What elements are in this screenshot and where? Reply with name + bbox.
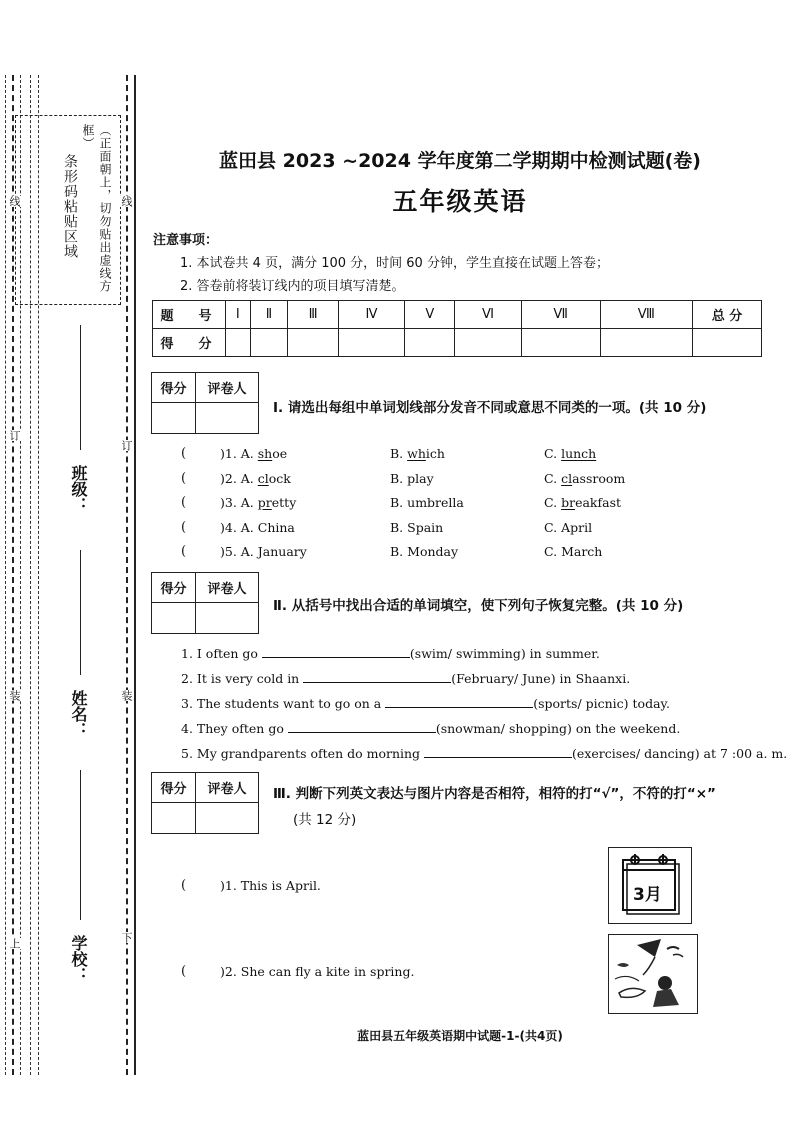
grader-score-label: 得分 (152, 373, 196, 403)
option-c (544, 446, 596, 461)
option-text: play (407, 470, 434, 486)
barcode-area (15, 115, 121, 305)
score-col: Ⅱ (250, 301, 288, 329)
option-text: C. (544, 470, 562, 486)
score-cell[interactable] (521, 329, 600, 357)
cut-mark: 下 (120, 932, 133, 943)
option-text: Spain (407, 519, 444, 535)
option-text: )1. A. (220, 446, 258, 461)
answer-paren[interactable]: ( (181, 495, 187, 510)
score-cell[interactable] (405, 329, 455, 357)
option-text: B. (390, 495, 408, 510)
option-text: B. (390, 519, 408, 535)
exam-title: 蓝田县 2023 ~2024 学年度第二学期期中检测试题(卷) (219, 150, 701, 172)
exam-subject: 五年级英语 (392, 187, 528, 216)
binding-line (12, 75, 14, 1075)
option-b (390, 520, 443, 535)
answer-paren[interactable]: ( (181, 446, 187, 461)
underlined-part: wh (407, 446, 426, 461)
score-cell[interactable] (455, 329, 521, 357)
grader-score-cell[interactable] (152, 403, 196, 433)
underlined-part: lunch (561, 446, 597, 461)
score-table (152, 300, 762, 357)
grader-score-label: 得分 (152, 573, 196, 603)
option-text: umbrella (407, 495, 464, 510)
answer-blank[interactable] (303, 670, 451, 683)
option-text: March (561, 544, 603, 559)
option-text: etty (271, 495, 297, 510)
option-text: )3. A. (220, 495, 258, 510)
score-col: Ⅲ (288, 301, 339, 329)
cut-mark: 订 (120, 440, 133, 451)
name-label: 姓名： (69, 690, 88, 738)
score-cell[interactable] (600, 329, 692, 357)
cut-mark: 订 (8, 430, 21, 441)
class-label: 班级： (69, 465, 88, 513)
option-c (544, 544, 602, 559)
option-text: C. (544, 495, 562, 510)
grader-score-cell[interactable] (152, 803, 196, 833)
s2-question: 1. I often go (swim/ swimming) in summer. (181, 646, 600, 661)
s2-question: 4. They often go (snowman/ shopping) on the weekend. (181, 721, 681, 736)
underlined-part: sh (257, 446, 273, 461)
barcode-title: 条形码粘贴区域 (62, 154, 78, 259)
option-text: C. (544, 519, 562, 535)
grader-reviewer-cell[interactable] (196, 603, 258, 633)
answer-paren[interactable]: ( (181, 470, 187, 486)
option-b (390, 495, 464, 510)
underlined-part: cl (257, 470, 269, 486)
option-text: )4. A. (220, 519, 258, 535)
school-fill-line[interactable] (80, 770, 81, 920)
score-cell[interactable] (693, 329, 762, 357)
score-table-header-row (153, 301, 762, 329)
page-footer: 蓝田县五年级英语期中试题-1-(共4页) (357, 1029, 563, 1043)
option-text: B. (390, 544, 408, 559)
grader-score-cell[interactable] (152, 603, 196, 633)
option-text: B. (390, 470, 408, 486)
binding-line (126, 75, 128, 1075)
answer-blank[interactable] (424, 745, 572, 758)
option-text: )5. A. (220, 544, 258, 559)
kite-picture (608, 934, 698, 1014)
s2-question: 3. The students want to go on a (sports/ picnic) today. (181, 696, 670, 711)
option-text: B. (390, 446, 408, 461)
grader-score-label: 得分 (152, 773, 196, 803)
underlined-part: br (561, 495, 576, 510)
option-b (390, 544, 458, 559)
score-col: Ⅰ (226, 301, 251, 329)
option-text: C. (544, 544, 562, 559)
option-a (220, 544, 307, 559)
binding-line (134, 75, 136, 1075)
section-3-points: (共 12 分) (293, 812, 357, 828)
score-cell[interactable] (250, 329, 288, 357)
grader-reviewer-cell[interactable] (196, 403, 258, 433)
name-fill-line[interactable] (80, 550, 81, 675)
option-text: ock (268, 470, 291, 486)
grader-reviewer-label: 评卷人 (196, 773, 258, 803)
answer-blank[interactable] (385, 695, 533, 708)
score-col: Ⅶ (521, 301, 600, 329)
s2-question: 2. It is very cold in (February/ June) in Shaanxi. (181, 671, 631, 686)
answer-paren[interactable]: ( (181, 878, 187, 893)
school-label: 学校： (69, 935, 88, 983)
option-c (544, 471, 625, 486)
answer-blank[interactable] (262, 645, 410, 658)
score-cell[interactable] (226, 329, 251, 357)
binding-line (5, 75, 6, 1075)
s3-question: )1. This is April. (220, 878, 321, 893)
option-text: April (561, 519, 593, 535)
option-a (220, 471, 291, 486)
answer-paren[interactable]: ( (181, 519, 187, 535)
grader-reviewer-cell[interactable] (196, 803, 258, 833)
option-text: Monday (407, 544, 459, 559)
grader-box (151, 372, 259, 434)
grader-box (151, 572, 259, 634)
score-col-total: 总 分 (693, 301, 762, 329)
score-cell[interactable] (288, 329, 339, 357)
score-col: Ⅷ (600, 301, 692, 329)
option-a (220, 446, 287, 461)
score-col: Ⅴ (405, 301, 455, 329)
underlined-part: cl (561, 470, 573, 486)
underlined-part: pr (257, 495, 272, 510)
score-table-score-row (153, 329, 762, 357)
s2-question: 5. My grandparents often do morning (exercises/ dancing) at 7 :00 a. m. (181, 746, 788, 761)
option-a (220, 520, 295, 535)
calendar-picture (608, 847, 692, 924)
score-col: Ⅳ (338, 301, 404, 329)
option-c (544, 495, 621, 510)
s3-question: )2. She can fly a kite in spring. (220, 964, 415, 979)
option-text: eakfast (575, 495, 622, 510)
score-table-label: 题 号 (153, 301, 226, 329)
cut-mark: 线 (120, 196, 133, 207)
class-fill-line[interactable] (80, 325, 81, 450)
kite-scene-icon (609, 935, 697, 1013)
cut-mark: 线 (8, 196, 21, 207)
answer-paren[interactable]: ( (181, 544, 187, 559)
score-cell[interactable] (338, 329, 404, 357)
answer-blank[interactable] (288, 720, 436, 733)
barcode-note: （正面朝上，切勿贴出虚线方框） (81, 124, 112, 293)
section-3-title: Ⅲ. 判断下列英文表达与图片内容是否相符，相符的打“√”，不符的打“×” (273, 786, 716, 802)
option-text: )2. A. (220, 470, 258, 486)
grader-reviewer-label: 评卷人 (196, 373, 258, 403)
notice-heading: 注意事项： (153, 233, 219, 248)
option-a (220, 495, 296, 510)
notice-item: 2. 答卷前将装订线内的项目填写清楚。 (180, 279, 405, 294)
grader-reviewer-label: 评卷人 (196, 573, 258, 603)
score-col: Ⅵ (455, 301, 521, 329)
calendar-month: 3月 (633, 885, 662, 905)
notice-item: 1. 本试卷共 4 页，满分 100 分，时间 60 分钟，学生直接在试题上答卷； (180, 256, 609, 271)
option-text: China (257, 519, 295, 535)
score-row-label: 得 分 (153, 329, 226, 357)
option-text: ich (425, 446, 445, 461)
section-1-title: Ⅰ. 请选出每组中单词划线部分发音不同或意思不同类的一项。(共 10 分) (273, 400, 707, 416)
grader-box (151, 772, 259, 834)
section-2-title: Ⅱ. 从括号中找出合适的单词填空，使下列句子恢复完整。(共 10 分) (273, 598, 684, 614)
option-text: January (257, 544, 307, 559)
option-b (390, 446, 445, 461)
option-text: C. (544, 446, 562, 461)
answer-paren[interactable]: ( (181, 964, 187, 979)
cut-mark: 装 (120, 690, 133, 701)
option-text: oe (272, 446, 288, 461)
option-c (544, 520, 592, 535)
cut-mark: 装 (8, 690, 21, 701)
option-text: assroom (572, 470, 626, 486)
cut-mark: 上 (8, 938, 21, 949)
option-b (390, 471, 434, 486)
